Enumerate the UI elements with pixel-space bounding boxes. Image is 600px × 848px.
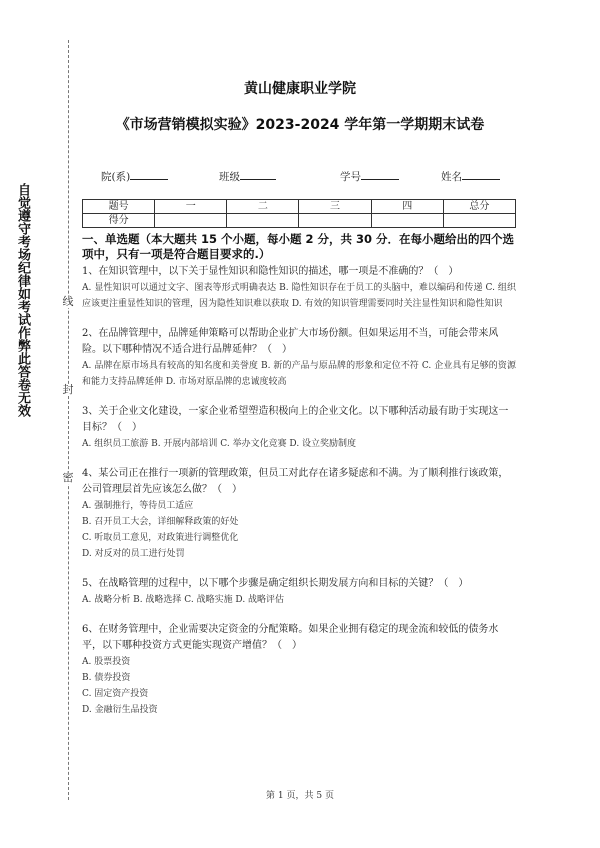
score-table-score-row xyxy=(83,214,516,228)
student-id-field xyxy=(340,168,399,184)
class-field xyxy=(219,168,276,184)
exam-title: 《市场营销模拟实验》2023-2024 学年第一学期期末试卷 xyxy=(115,117,485,133)
binding-mark-line: 线 xyxy=(62,295,74,308)
question-options: A. 显性知识可以通过文字、图表等形式明确表达 B. 隐性知识存在于员工的头脑中，难以编码和传递 C. 组织应该更注重显性知识的管理，因为隐性知识难以获取 D. 有效的知识管理需要同时关注显性知识和隐性知识 xyxy=(82,283,516,309)
binding-mark-secret: 密 xyxy=(62,471,74,484)
question-6 xyxy=(82,622,516,718)
department-blank xyxy=(130,168,168,180)
score-header-cell: 一 xyxy=(155,200,227,214)
question-options: A. 品牌在原市场具有较高的知名度和美誉度 B. 新的产品与原品牌的形象和定位不符 C. 企业具有足够的资源和能力支持品牌延伸 D. 市场对原品牌的忠诚度较高 xyxy=(82,361,516,387)
question-stem: 4、某公司正在推行一项新的管理政策，但员工对此存在诸多疑虑和不满。为了顺利推行该政策，公司管理层首先应该怎么做？（ ） xyxy=(82,468,509,495)
question-option: D. 金融衍生品投资 xyxy=(82,705,158,715)
question-stem: 5、在战略管理的过程中，以下哪个步骤是确定组织长期发展方向和目标的关键？（ ） xyxy=(82,578,469,589)
question-stem: 6、在财务管理中，企业需要决定资金的分配策略。如果企业拥有稳定的现金流和较低的债务水平，以下哪种投资方式更能实现资产增值？（ ） xyxy=(82,624,499,651)
question-option: B. 债券投资 xyxy=(82,673,131,683)
score-header-cell: 四 xyxy=(371,200,443,214)
question-stem: 2、在品牌管理中，品牌延伸策略可以帮助企业扩大市场份额。但如果运用不当，可能会带来风险。以下哪种情况不适合进行品牌延伸？（ ） xyxy=(82,328,499,355)
score-cell xyxy=(227,214,299,228)
score-header-cell: 三 xyxy=(299,200,371,214)
exam-discipline-notice: 自觉遵守考场纪律如考试作弊此答卷无效 xyxy=(15,183,30,417)
department-label: 院(系) xyxy=(101,171,131,183)
score-row-label: 得分 xyxy=(83,214,155,228)
student-id-label: 学号 xyxy=(340,171,361,183)
binding-dashed-line xyxy=(68,40,69,800)
score-table-header-row xyxy=(83,200,516,214)
section-heading: 一、单选题（本大题共 15 个小题，每小题 2 分，共 30 分．在每小题给出的四个选项中，只有一项是符合题目要求的.） xyxy=(82,232,515,261)
question-3 xyxy=(82,404,516,452)
score-header-cell: 题号 xyxy=(83,200,155,214)
question-option: A. 股票投资 xyxy=(82,657,131,667)
score-cell xyxy=(299,214,371,228)
question-option: D. 对反对的员工进行处罚 xyxy=(82,549,185,559)
question-option: C. 听取员工意见，对政策进行调整优化 xyxy=(82,533,239,543)
class-label: 班级 xyxy=(219,171,240,183)
question-option: C. 固定资产投资 xyxy=(82,689,149,699)
question-options: A. 组织员工旅游 B. 开展内部培训 C. 举办文化竞赛 D. 设立奖励制度 xyxy=(82,439,357,449)
page-number: 第 1 页，共 5 页 xyxy=(266,791,334,801)
question-option: A. 强制推行，等待员工适应 xyxy=(82,501,194,511)
score-header-cell: 二 xyxy=(227,200,299,214)
class-blank xyxy=(240,168,276,180)
question-5 xyxy=(82,576,516,608)
question-4 xyxy=(82,466,516,562)
section-one xyxy=(82,232,516,718)
score-cell xyxy=(155,214,227,228)
binding-mark-seal: 封 xyxy=(62,383,74,396)
score-table xyxy=(82,199,516,228)
question-options: A. 战略分析 B. 战略选择 C. 战略实施 D. 战略评估 xyxy=(82,595,285,605)
name-label: 姓名 xyxy=(441,171,462,183)
name-field xyxy=(441,168,500,184)
score-header-cell: 总分 xyxy=(443,200,515,214)
department-field xyxy=(101,168,168,184)
score-cell xyxy=(443,214,515,228)
question-stem: 1、在知识管理中，以下关于显性知识和隐性知识的描述，哪一项是不准确的？（ ） xyxy=(82,266,459,277)
name-blank xyxy=(462,168,500,180)
school-name: 黄山健康职业学院 xyxy=(244,81,356,97)
question-stem: 3、关于企业文化建设，一家企业希望塑造积极向上的企业文化。以下哪种活动最有助于实现这一目标？（ ） xyxy=(82,406,509,433)
score-cell xyxy=(371,214,443,228)
question-option: B. 召开员工大会，详细解释政策的好处 xyxy=(82,517,239,527)
question-2 xyxy=(82,326,516,390)
question-1 xyxy=(82,264,516,312)
student-id-blank xyxy=(361,168,399,180)
